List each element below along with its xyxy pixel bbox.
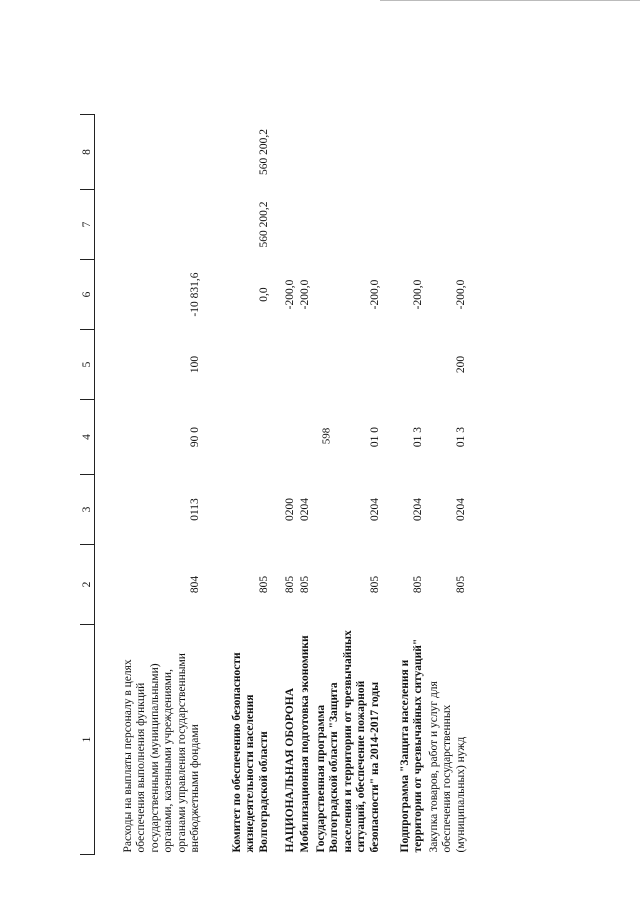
row-code-type <box>398 330 427 400</box>
row-value-8 <box>121 115 204 190</box>
header-col-3: 3 <box>80 475 95 545</box>
row-value-7 <box>398 190 427 260</box>
row-code-program: 90 0 <box>189 426 202 448</box>
table-row <box>230 115 273 855</box>
row-value-8 <box>283 115 299 190</box>
row-value-7 <box>121 190 204 260</box>
row-name: НАЦИОНАЛЬНАЯ ОБОРОНА <box>283 687 296 853</box>
row-code-section <box>230 475 273 545</box>
row-code-type: 200 <box>454 355 467 374</box>
row-value-8 <box>398 115 427 190</box>
row-name: Закупка товаров, работ и услуг для обеспечения государственных (муниципальных) нужд <box>427 681 467 853</box>
row-code-admin: 805 <box>299 575 312 594</box>
row-code-admin: 805 <box>454 575 467 594</box>
row-code-section: 0204 <box>454 498 467 521</box>
table-row <box>121 115 204 855</box>
row-value-7 <box>427 190 470 260</box>
row-code-type <box>283 330 299 400</box>
header-col-5: 5 <box>80 330 95 400</box>
header-row <box>80 115 95 855</box>
header-col-6: 6 <box>80 260 95 330</box>
row-value-7 <box>298 190 314 260</box>
row-value-8 <box>427 115 470 190</box>
row-value-6: -200,0 <box>454 279 467 310</box>
row-value-7 <box>283 190 299 260</box>
header-col-8: 8 <box>80 115 95 190</box>
row-code-type <box>298 330 314 400</box>
row-code-admin: 805 <box>258 575 270 594</box>
row-code-program: 01 0 <box>368 426 381 448</box>
row-code-type <box>230 330 273 400</box>
page-number: 598 <box>320 427 333 445</box>
row-code-type <box>314 330 384 400</box>
row-value-7: 560 200,2 <box>258 201 270 248</box>
row-value-6: -200,0 <box>283 279 296 310</box>
row-value-8 <box>314 115 384 190</box>
row-value-6: -200,0 <box>412 279 425 310</box>
row-value-8: 560 200,2 <box>258 129 270 175</box>
row-value-6: -200,0 <box>368 279 381 310</box>
table-row <box>314 115 384 855</box>
row-code-program: 01 3 <box>412 426 425 448</box>
row-code-program <box>283 400 299 475</box>
row-value-6: -10 831,6 <box>189 272 202 317</box>
row-code-admin: 804 <box>189 575 202 594</box>
row-code-admin: 805 <box>283 575 296 594</box>
row-code-program: 01 3 <box>454 426 467 448</box>
row-name: Мобилизационная подготовка экономики <box>299 635 312 853</box>
row-code-admin: 805 <box>412 575 425 594</box>
header-col-1: 1 <box>80 625 95 855</box>
header-col-7: 7 <box>80 190 95 260</box>
row-code-section: 0204 <box>412 498 425 521</box>
row-value-6: -200,0 <box>299 279 312 310</box>
row-code-section: 0113 <box>189 498 202 521</box>
table-row <box>398 115 427 855</box>
row-code-program <box>298 400 314 475</box>
row-name: Государственная программа Волгоградской области "Защита населения и территории от чрезвычайных ситуаций, обеспечение пожарной безопасности" на 2014-2017 годы <box>314 630 381 853</box>
header-col-4: 4 <box>80 400 95 475</box>
row-name: Подпрограмма "Защита населения и территории от чрезвычайных ситуаций" <box>398 638 425 853</box>
row-code-section: 0204 <box>368 498 381 521</box>
rotated-budget-table <box>80 115 467 855</box>
row-code-program <box>230 400 273 475</box>
row-code-admin: 805 <box>368 575 381 594</box>
row-code-section: 0200 <box>283 498 296 521</box>
table-row <box>427 115 470 855</box>
row-name: Расходы на выплаты персоналу в целях обеспечения выполнения функций государственными (муниципальными) органами, казенными учреждениями, органами управления государственными внебюджетными фондами <box>121 653 202 853</box>
row-name: Комитет по обеспечению безопасности жизнедеятельности населения Волгоградской области <box>230 652 270 853</box>
table-row <box>298 115 314 855</box>
header-col-2: 2 <box>80 545 95 625</box>
row-code-type: 100 <box>189 355 202 374</box>
top-rule <box>380 0 640 1</box>
row-value-8 <box>298 115 314 190</box>
row-code-section: 0204 <box>299 498 312 521</box>
row-value-6: 0,0 <box>258 287 270 302</box>
row-value-7 <box>314 190 384 260</box>
budget-table <box>80 114 469 855</box>
table-row <box>283 115 299 855</box>
